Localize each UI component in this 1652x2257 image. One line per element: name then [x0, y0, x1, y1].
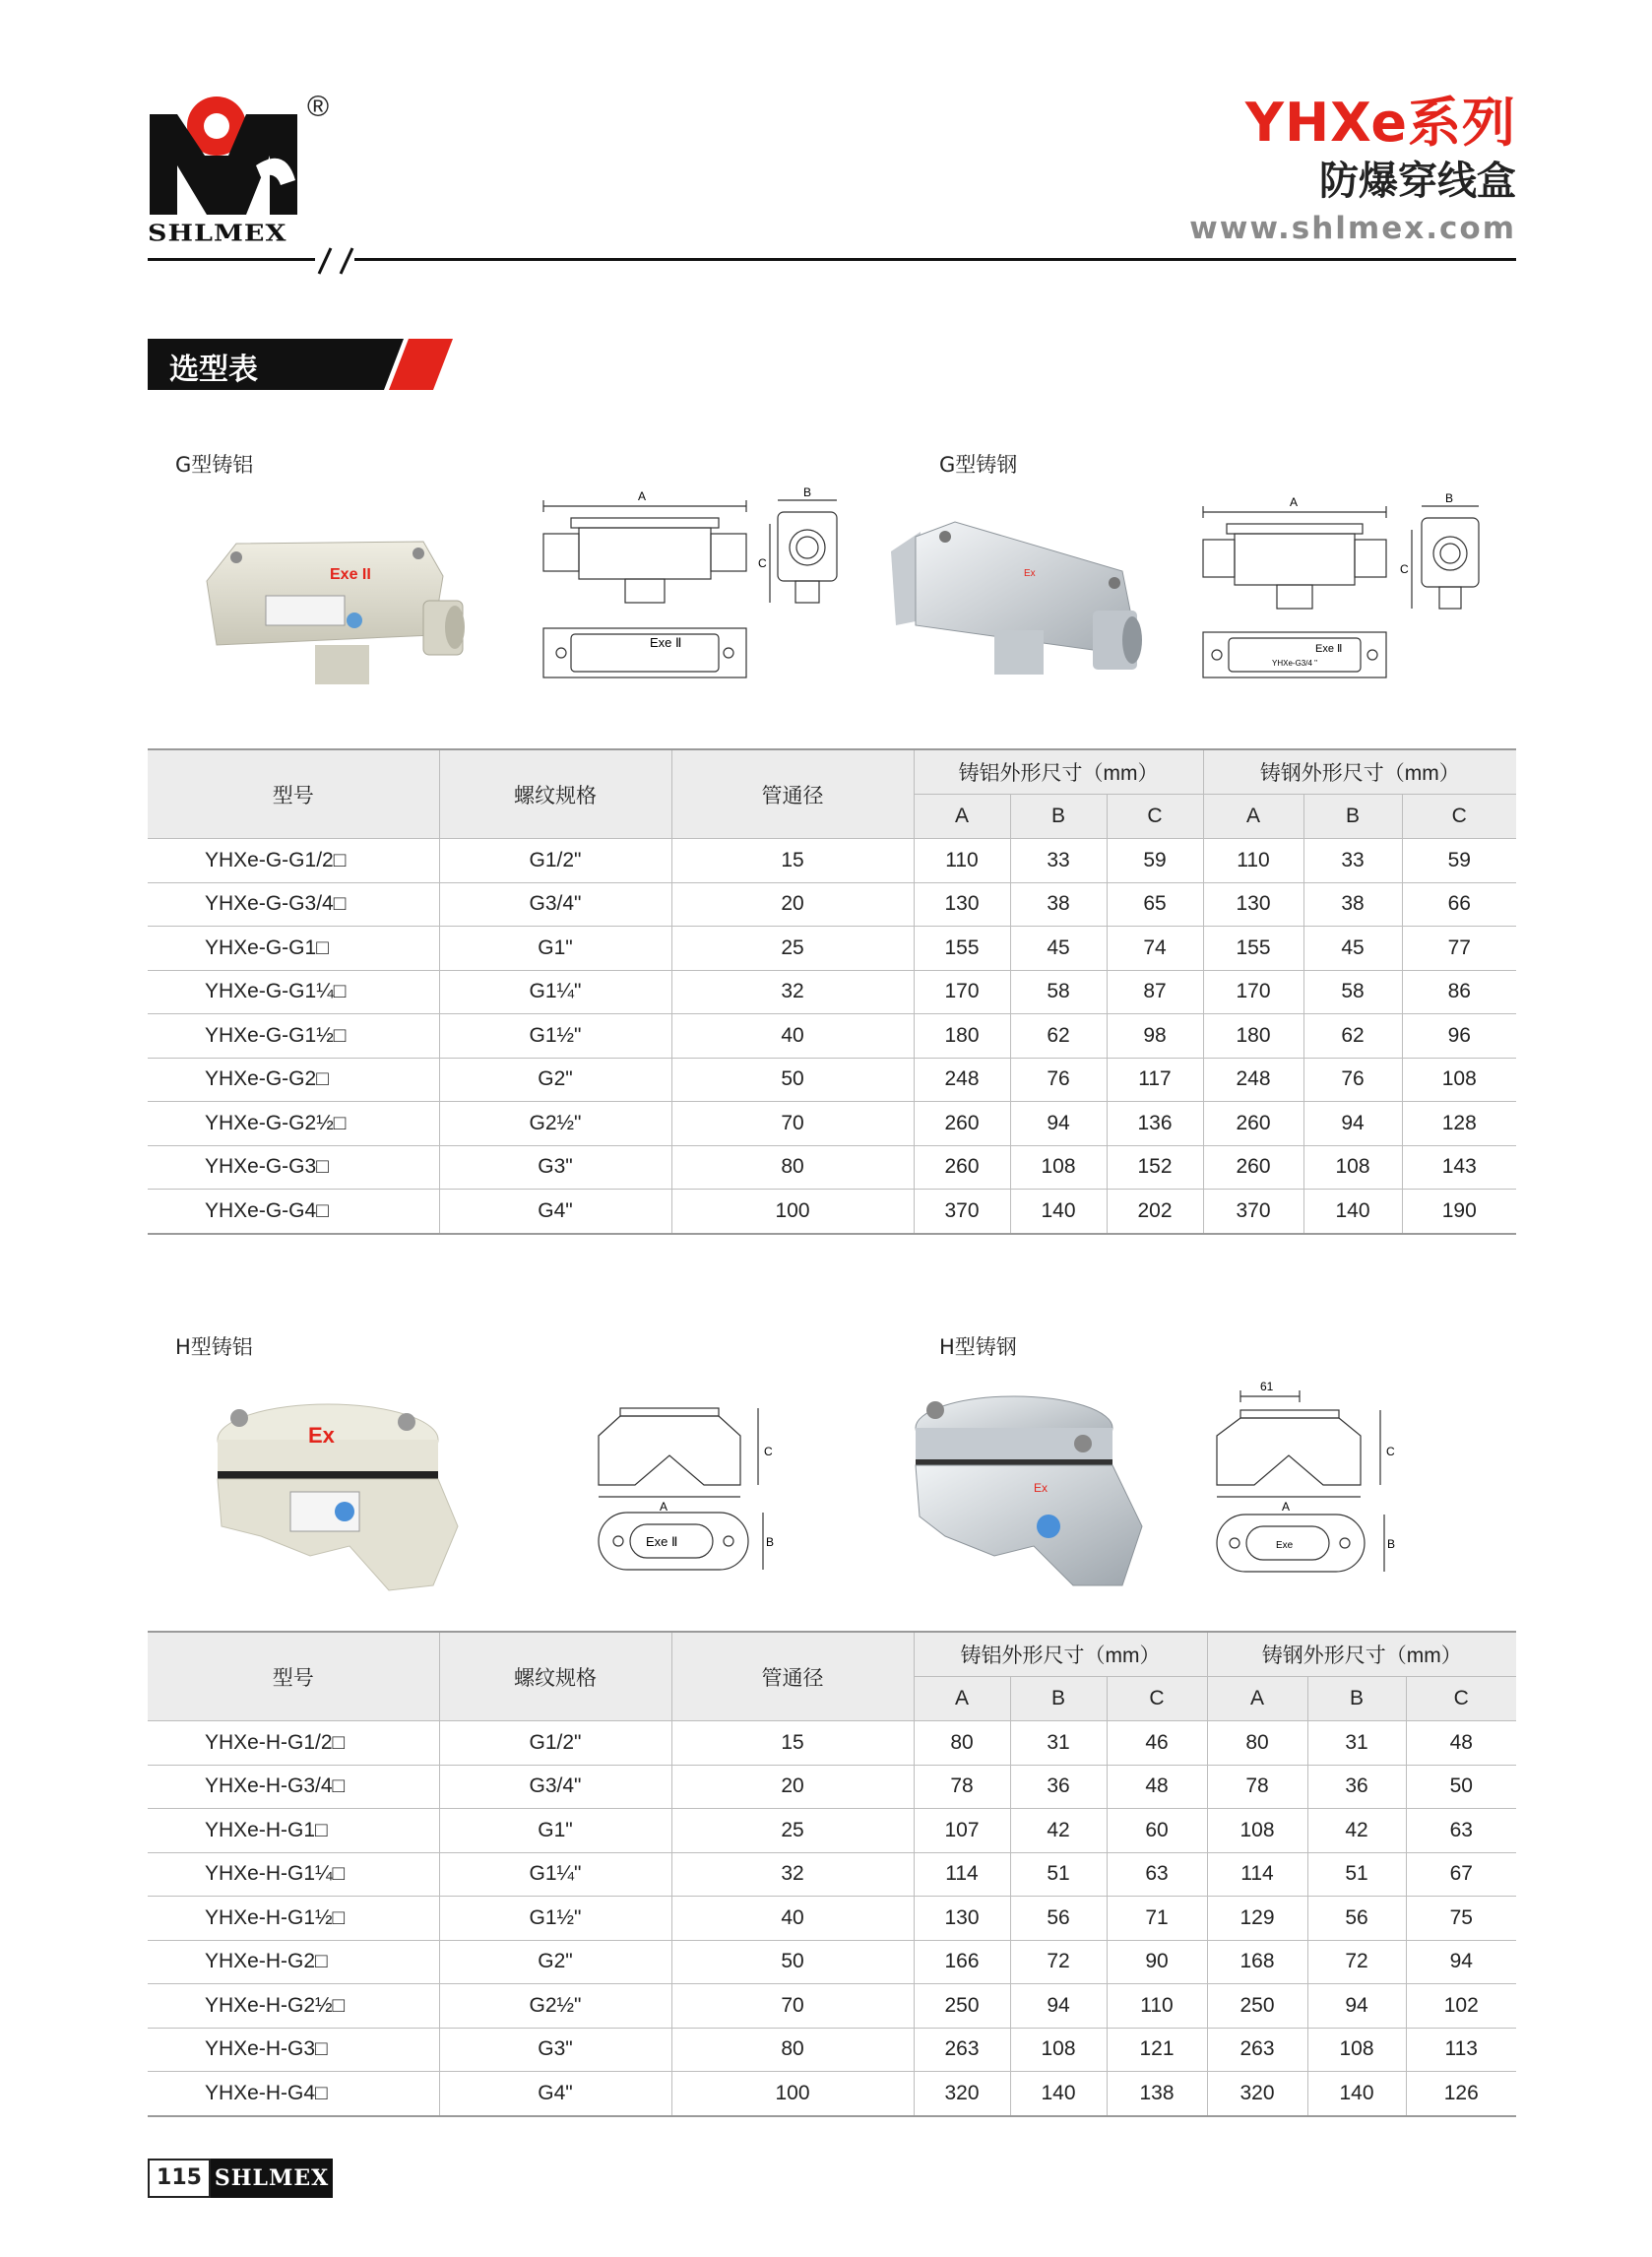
cell-al-b: 33: [1010, 839, 1107, 883]
cell-model: YHXe-H-G3/4□: [148, 1765, 439, 1809]
cell-st-b: 140: [1303, 1190, 1402, 1234]
g-steel-marking: Ex: [1024, 568, 1036, 579]
g-al-dim-c: C: [758, 556, 767, 570]
table-row: [148, 2028, 1516, 2072]
g-steel-photo: [886, 512, 1152, 689]
h-aluminum-marking: Ex: [308, 1423, 335, 1448]
h-type-spec-table: [148, 1631, 1516, 2117]
header-conduit: 管通径: [671, 749, 914, 839]
series-subtitle: 防爆穿线盒: [1319, 159, 1516, 204]
section-title: 选型表: [169, 353, 258, 387]
cell-st-c: 86: [1402, 970, 1516, 1014]
header-st-c: C: [1406, 1677, 1516, 1721]
table-row: [148, 1852, 1516, 1897]
header-al-a: A: [914, 1677, 1010, 1721]
cell-conduit: 70: [671, 1102, 914, 1146]
cell-st-c: 126: [1406, 2072, 1516, 2116]
cell-st-c: 48: [1406, 1721, 1516, 1766]
cell-thread: G3": [439, 2028, 671, 2072]
cell-conduit: 20: [671, 882, 914, 927]
cell-al-a: 130: [914, 1897, 1010, 1941]
h-aluminum-photo: [202, 1398, 468, 1595]
cell-conduit: 40: [671, 1014, 914, 1059]
cell-model: YHXe-G-G1/2□: [148, 839, 439, 883]
cell-st-a: 263: [1207, 2028, 1307, 2072]
cell-conduit: 32: [671, 970, 914, 1014]
cell-al-a: 260: [914, 1102, 1010, 1146]
cell-st-c: 143: [1402, 1145, 1516, 1190]
cell-al-b: 56: [1010, 1897, 1107, 1941]
cell-model: YHXe-H-G3□: [148, 2028, 439, 2072]
table-row: [148, 1102, 1516, 1146]
cell-model: YHXe-H-G2½□: [148, 1984, 439, 2029]
h-steel-label: H型铸钢: [939, 1335, 1017, 1359]
cell-thread: G1": [439, 1809, 671, 1853]
table-row: [148, 1721, 1516, 1766]
cell-st-c: 59: [1402, 839, 1516, 883]
cell-al-a: 166: [914, 1940, 1010, 1984]
cell-model: YHXe-H-G1/2□: [148, 1721, 439, 1766]
g-st-dim-b: B: [1445, 491, 1454, 505]
cell-st-a: 108: [1207, 1809, 1307, 1853]
cell-st-b: 108: [1307, 2028, 1406, 2072]
cell-al-c: 121: [1107, 2028, 1207, 2072]
cell-st-b: 72: [1307, 1940, 1406, 1984]
cell-al-b: 108: [1010, 2028, 1107, 2072]
cell-al-b: 42: [1010, 1809, 1107, 1853]
cell-st-b: 31: [1307, 1721, 1406, 1766]
cell-thread: G2½": [439, 1102, 671, 1146]
h-steel-marking: Ex: [1034, 1481, 1048, 1495]
cell-st-c: 50: [1406, 1765, 1516, 1809]
cell-model: YHXe-H-G1½□: [148, 1897, 439, 1941]
h-steel-photo: [906, 1388, 1152, 1595]
cell-st-b: 94: [1307, 1984, 1406, 2029]
header-al-c: C: [1107, 1677, 1207, 1721]
cell-st-b: 94: [1303, 1102, 1402, 1146]
h-aluminum-label: H型铸铝: [175, 1335, 253, 1359]
cell-al-a: 170: [914, 970, 1010, 1014]
cell-st-a: 320: [1207, 2072, 1307, 2116]
cell-model: YHXe-H-G2□: [148, 1940, 439, 1984]
cell-al-b: 38: [1010, 882, 1107, 927]
cell-st-a: 260: [1203, 1102, 1303, 1146]
cell-al-b: 108: [1010, 1145, 1107, 1190]
cell-thread: G1¼": [439, 1852, 671, 1897]
h-aluminum-drawing: [591, 1386, 788, 1593]
cell-al-a: 248: [914, 1058, 1010, 1102]
cell-al-c: 59: [1107, 839, 1203, 883]
g-st-cover-sub: YHXe-G3/4 ": [1272, 659, 1317, 668]
footer-brand: SHLMEX: [211, 2159, 333, 2198]
cell-st-a: 180: [1203, 1014, 1303, 1059]
cell-st-a: 129: [1207, 1897, 1307, 1941]
header-st-a: A: [1203, 795, 1303, 839]
cell-st-c: 113: [1406, 2028, 1516, 2072]
cell-st-b: 36: [1307, 1765, 1406, 1809]
header-thread: 螺纹规格: [439, 1632, 671, 1721]
cell-model: YHXe-H-G1□: [148, 1809, 439, 1853]
cell-thread: G4": [439, 1190, 671, 1234]
cell-al-a: 320: [914, 2072, 1010, 2116]
cell-model: YHXe-H-G4□: [148, 2072, 439, 2116]
cell-al-c: 138: [1107, 2072, 1207, 2116]
header-st-b: B: [1307, 1677, 1406, 1721]
cell-st-a: 170: [1203, 970, 1303, 1014]
g-st-dim-a: A: [1290, 495, 1299, 509]
cell-al-a: 78: [914, 1765, 1010, 1809]
cell-al-b: 45: [1010, 927, 1107, 971]
g-al-dim-a: A: [638, 489, 647, 503]
g-aluminum-marking: Exe II: [330, 566, 371, 583]
cell-al-c: 65: [1107, 882, 1203, 927]
cell-thread: G2": [439, 1058, 671, 1102]
cell-al-b: 94: [1010, 1102, 1107, 1146]
cell-al-c: 202: [1107, 1190, 1203, 1234]
table-row: [148, 970, 1516, 1014]
cell-al-b: 36: [1010, 1765, 1107, 1809]
header-al-b: B: [1010, 795, 1107, 839]
cell-st-b: 108: [1303, 1145, 1402, 1190]
h-steel-drawing: [1207, 1377, 1404, 1593]
cell-st-b: 58: [1303, 970, 1402, 1014]
cell-st-c: 63: [1406, 1809, 1516, 1853]
h-st-cover-text: Exe: [1276, 1540, 1294, 1551]
header-st-c: C: [1402, 795, 1516, 839]
cell-st-b: 33: [1303, 839, 1402, 883]
cell-thread: G1¼": [439, 970, 671, 1014]
cell-thread: G1/2": [439, 1721, 671, 1766]
cell-al-b: 94: [1010, 1984, 1107, 2029]
table-row: [148, 1940, 1516, 1984]
cell-st-b: 140: [1307, 2072, 1406, 2116]
cell-st-b: 38: [1303, 882, 1402, 927]
cell-st-c: 77: [1402, 927, 1516, 971]
cell-conduit: 15: [671, 839, 914, 883]
cell-st-c: 128: [1402, 1102, 1516, 1146]
cell-conduit: 70: [671, 1984, 914, 2029]
cell-st-c: 108: [1402, 1058, 1516, 1102]
cell-st-c: 67: [1406, 1852, 1516, 1897]
cell-al-c: 60: [1107, 1809, 1207, 1853]
cell-conduit: 80: [671, 2028, 914, 2072]
table-row: [148, 927, 1516, 971]
cell-al-c: 90: [1107, 1940, 1207, 1984]
cell-thread: G1/2": [439, 839, 671, 883]
table-row: [148, 2072, 1516, 2116]
cell-al-c: 98: [1107, 1014, 1203, 1059]
cell-al-c: 152: [1107, 1145, 1203, 1190]
cell-al-a: 155: [914, 927, 1010, 971]
table-row: [148, 1897, 1516, 1941]
cell-conduit: 50: [671, 1058, 914, 1102]
cell-thread: G1½": [439, 1897, 671, 1941]
cell-al-b: 62: [1010, 1014, 1107, 1059]
table-row: [148, 839, 1516, 883]
cell-conduit: 25: [671, 1809, 914, 1853]
cell-st-a: 250: [1207, 1984, 1307, 2029]
cell-al-b: 76: [1010, 1058, 1107, 1102]
cell-st-a: 78: [1207, 1765, 1307, 1809]
cell-st-c: 96: [1402, 1014, 1516, 1059]
cell-thread: G3": [439, 1145, 671, 1190]
h-st-dim-c: C: [1386, 1445, 1395, 1458]
cell-al-a: 110: [914, 839, 1010, 883]
cell-conduit: 25: [671, 927, 914, 971]
g-aluminum-drawing: [532, 486, 886, 693]
cell-al-b: 31: [1010, 1721, 1107, 1766]
cell-al-a: 260: [914, 1145, 1010, 1190]
header-st-b: B: [1303, 795, 1402, 839]
cell-al-a: 250: [914, 1984, 1010, 2029]
cell-st-a: 370: [1203, 1190, 1303, 1234]
h-al-dim-c: C: [764, 1445, 773, 1458]
g-al-cover-text: Exe Ⅱ: [650, 635, 682, 650]
cell-al-c: 110: [1107, 1984, 1207, 2029]
table-row: [148, 1058, 1516, 1102]
header-thread: 螺纹规格: [439, 749, 671, 839]
h-st-dim-61: 61: [1260, 1380, 1274, 1393]
cell-st-a: 114: [1207, 1852, 1307, 1897]
cell-conduit: 20: [671, 1765, 914, 1809]
h-al-cover-text: Exe Ⅱ: [646, 1534, 678, 1549]
cell-model: YHXe-G-G1¼□: [148, 970, 439, 1014]
h-st-dim-a: A: [1282, 1500, 1291, 1514]
table-row: [148, 882, 1516, 927]
h-al-dim-b: B: [766, 1535, 775, 1549]
cell-al-b: 140: [1010, 1190, 1107, 1234]
header-aluminum-dims: 铸铝外形尺寸（mm）: [914, 749, 1203, 795]
cell-conduit: 100: [671, 1190, 914, 1234]
registered-mark: ®: [307, 91, 330, 123]
cell-al-c: 74: [1107, 927, 1203, 971]
cell-model: YHXe-G-G4□: [148, 1190, 439, 1234]
website-url: www.shlmex.com: [1189, 211, 1516, 246]
cell-model: YHXe-G-G2□: [148, 1058, 439, 1102]
cell-model: YHXe-G-G1□: [148, 927, 439, 971]
cell-conduit: 100: [671, 2072, 914, 2116]
cell-al-a: 263: [914, 2028, 1010, 2072]
cell-model: YHXe-G-G2½□: [148, 1102, 439, 1146]
cell-thread: G2": [439, 1940, 671, 1984]
cell-conduit: 32: [671, 1852, 914, 1897]
cell-al-a: 180: [914, 1014, 1010, 1059]
h-al-dim-a: A: [660, 1500, 668, 1514]
cell-st-a: 130: [1203, 882, 1303, 927]
header-aluminum-dims: 铸铝外形尺寸（mm）: [914, 1632, 1207, 1677]
table-row: [148, 1190, 1516, 1234]
cell-st-b: 45: [1303, 927, 1402, 971]
cell-al-c: 48: [1107, 1765, 1207, 1809]
header-conduit: 管通径: [671, 1632, 914, 1721]
cell-thread: G1": [439, 927, 671, 971]
header-al-c: C: [1107, 795, 1203, 839]
cell-st-b: 76: [1303, 1058, 1402, 1102]
cell-al-a: 130: [914, 882, 1010, 927]
cell-al-c: 117: [1107, 1058, 1203, 1102]
g-type-spec-table: [148, 748, 1516, 1235]
table-row: [148, 1014, 1516, 1059]
cell-st-a: 248: [1203, 1058, 1303, 1102]
g-steel-drawing: [1193, 486, 1528, 693]
series-title: YHXe系列: [1244, 92, 1516, 154]
cell-al-a: 80: [914, 1721, 1010, 1766]
header-steel-dims: 铸钢外形尺寸（mm）: [1203, 749, 1516, 795]
cell-st-b: 56: [1307, 1897, 1406, 1941]
cell-st-c: 94: [1406, 1940, 1516, 1984]
cell-model: YHXe-G-G3/4□: [148, 882, 439, 927]
cell-model: YHXe-G-G1½□: [148, 1014, 439, 1059]
cell-thread: G1½": [439, 1014, 671, 1059]
cell-thread: G4": [439, 2072, 671, 2116]
cell-st-a: 80: [1207, 1721, 1307, 1766]
cell-st-a: 168: [1207, 1940, 1307, 1984]
cell-conduit: 15: [671, 1721, 914, 1766]
cell-al-b: 72: [1010, 1940, 1107, 1984]
table-row: [148, 1145, 1516, 1190]
header-st-a: A: [1207, 1677, 1307, 1721]
cell-st-c: 102: [1406, 1984, 1516, 2029]
table-row: [148, 1984, 1516, 2029]
cell-model: YHXe-H-G1¼□: [148, 1852, 439, 1897]
header-model: 型号: [148, 1632, 439, 1721]
cell-al-c: 63: [1107, 1852, 1207, 1897]
cell-st-c: 190: [1402, 1190, 1516, 1234]
header-slash-icon: [313, 246, 368, 276]
cell-al-b: 51: [1010, 1852, 1107, 1897]
table-row: [148, 1765, 1516, 1809]
cell-al-a: 370: [914, 1190, 1010, 1234]
header-al-b: B: [1010, 1677, 1107, 1721]
cell-st-a: 110: [1203, 839, 1303, 883]
g-st-dim-c: C: [1400, 562, 1409, 576]
cell-conduit: 80: [671, 1145, 914, 1190]
cell-st-b: 62: [1303, 1014, 1402, 1059]
cell-conduit: 50: [671, 1940, 914, 1984]
cell-model: YHXe-G-G3□: [148, 1145, 439, 1190]
cell-al-b: 140: [1010, 2072, 1107, 2116]
table-row: [148, 1809, 1516, 1853]
cell-thread: G3/4": [439, 1765, 671, 1809]
cell-st-c: 66: [1402, 882, 1516, 927]
cell-conduit: 40: [671, 1897, 914, 1941]
cell-st-a: 260: [1203, 1145, 1303, 1190]
logo-wordmark: SHLMEX: [148, 221, 287, 247]
cell-st-b: 42: [1307, 1809, 1406, 1853]
cell-st-b: 51: [1307, 1852, 1406, 1897]
page-number: 115: [148, 2159, 211, 2198]
header-steel-dims: 铸钢外形尺寸（mm）: [1207, 1632, 1516, 1677]
cell-thread: G3/4": [439, 882, 671, 927]
cell-thread: G2½": [439, 1984, 671, 2029]
h-st-dim-b: B: [1387, 1537, 1396, 1551]
cell-al-c: 136: [1107, 1102, 1203, 1146]
cell-al-c: 71: [1107, 1897, 1207, 1941]
header-model: 型号: [148, 749, 439, 839]
cell-st-a: 155: [1203, 927, 1303, 971]
g-al-dim-b: B: [803, 486, 812, 499]
header-al-a: A: [914, 795, 1010, 839]
cell-al-a: 107: [914, 1809, 1010, 1853]
cell-al-b: 58: [1010, 970, 1107, 1014]
cell-al-a: 114: [914, 1852, 1010, 1897]
g-aluminum-label: G型铸铝: [175, 453, 254, 477]
g-st-cover-text: Exe Ⅱ: [1315, 643, 1343, 655]
cell-al-c: 87: [1107, 970, 1203, 1014]
cell-st-c: 75: [1406, 1897, 1516, 1941]
g-aluminum-photo: [197, 522, 473, 689]
g-steel-label: G型铸钢: [939, 453, 1018, 477]
cell-al-c: 46: [1107, 1721, 1207, 1766]
